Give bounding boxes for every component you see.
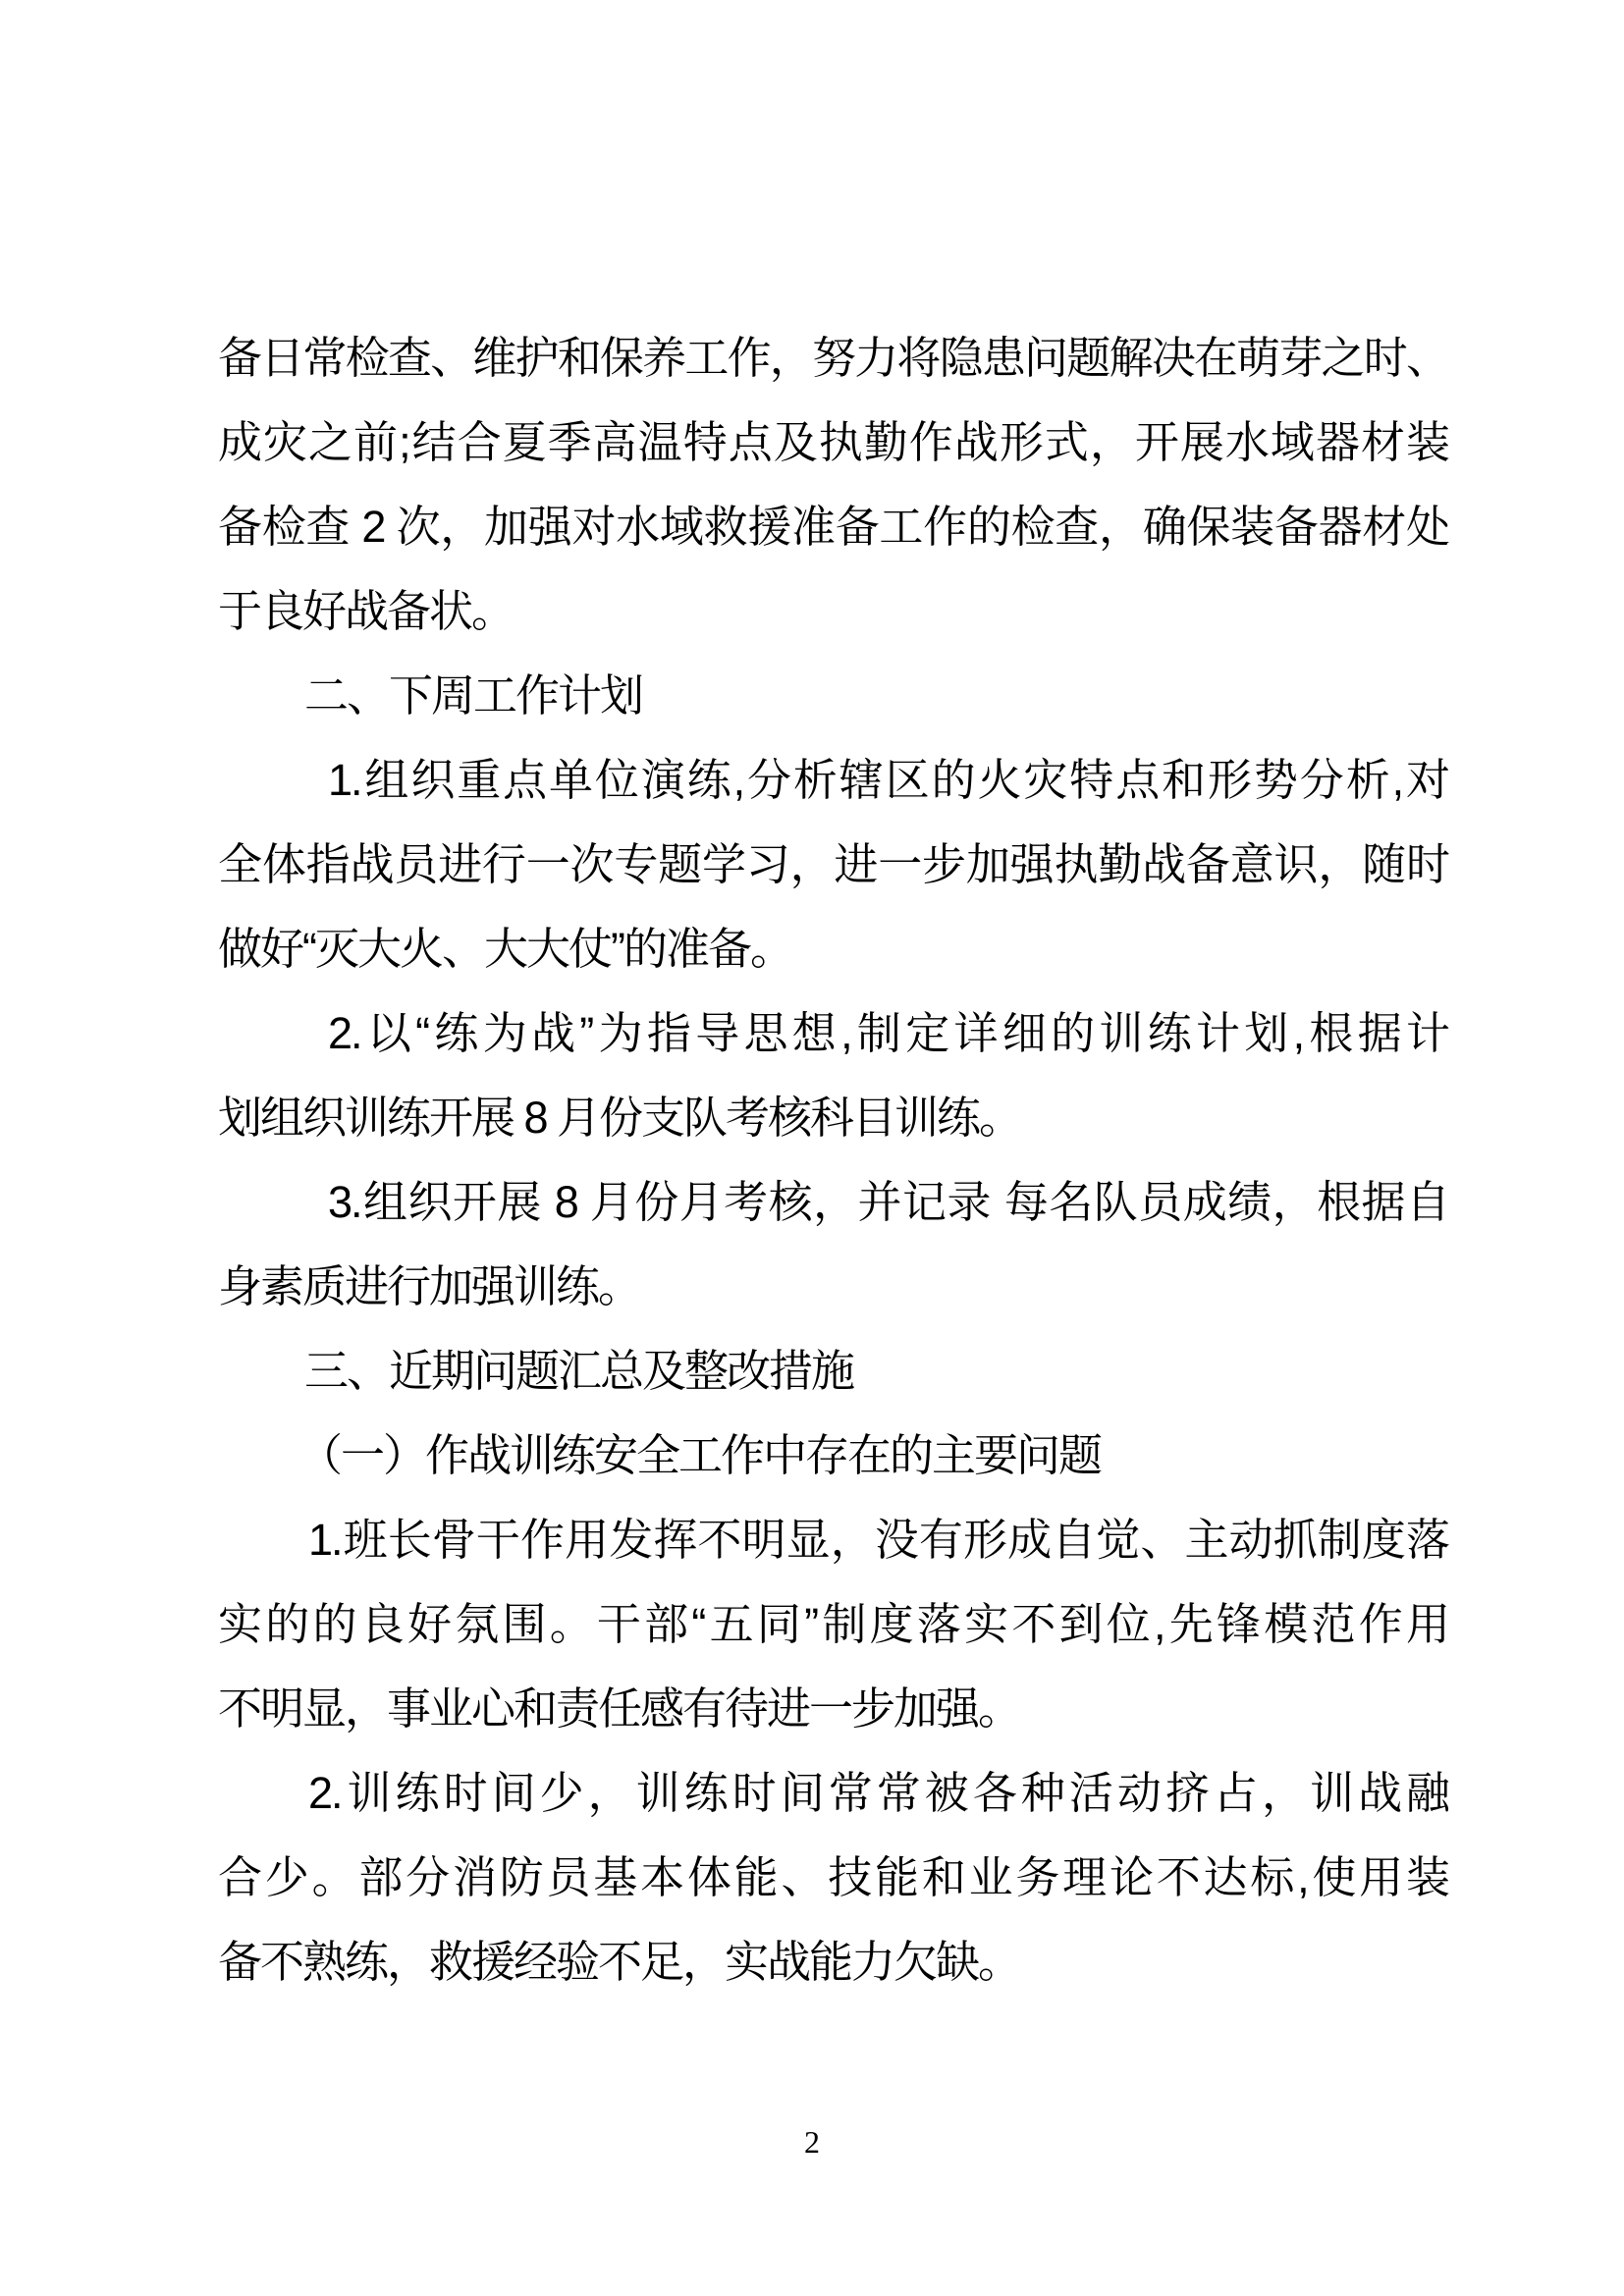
text-line: 做好“灭大火、大大仗”的准备。 <box>218 924 792 974</box>
text-line: 备检查 2 次，加强对水域救援准备工作的检查，确保装备器材处 <box>218 502 1448 552</box>
text-line: 备不熟练，救援经验不足，实战能力欠缺。 <box>218 1937 1021 1987</box>
text-line: 2.以“练为战”为指导思想,制定详细的训练计划,根据计 <box>328 1008 1448 1058</box>
text-line: 1.班长骨干作用发挥不明显，没有形成自觉、主动抓制度落 <box>308 1515 1448 1565</box>
text-line: 成灾之前;结合夏季高温特点及执勤作战形式，开展水域器材装 <box>218 417 1448 467</box>
text-line: 身素质进行加强训练。 <box>218 1261 641 1311</box>
text-line: 不明显，事业心和责任感有待进一步加强。 <box>218 1683 1021 1734</box>
text-line: 三、近期问题汇总及整改措施 <box>304 1346 854 1396</box>
text-line: 1.组织重点单位演练,分析辖区的火灾特点和形势分析,对 <box>328 755 1448 805</box>
text-line: 备日常检查、维护和保养工作，努力将隐患问题解决在萌芽之时、 <box>218 333 1448 383</box>
text-line: 2.训练时间少，训练时间常常被各种活动挤占，训战融 <box>308 1768 1448 1818</box>
page-number: 2 <box>804 2124 820 2160</box>
text-line: 于良好战备状。 <box>218 586 514 636</box>
text-line: （一）作战训练安全工作中存在的主要问题 <box>298 1430 1102 1480</box>
text-line: 二、下周工作计划 <box>304 670 643 721</box>
document-body <box>218 316 1448 2004</box>
text-line: 3.组织开展 8 月份月考核，并记录 每名队员成绩，根据自 <box>328 1177 1448 1227</box>
text-line: 合少。部分消防员基本体能、技能和业务理论不达标,使用装 <box>218 1852 1448 1902</box>
text-line: 划组织训练开展 8 月份支队考核科目训练。 <box>218 1093 1022 1143</box>
text-line: 实的的良好氛围。干部“五同”制度落实不到位,先锋模范作用 <box>218 1599 1448 1649</box>
text-line: 全体指战员进行一次专题学习，进一步加强执勤战备意识，随时 <box>218 839 1448 889</box>
